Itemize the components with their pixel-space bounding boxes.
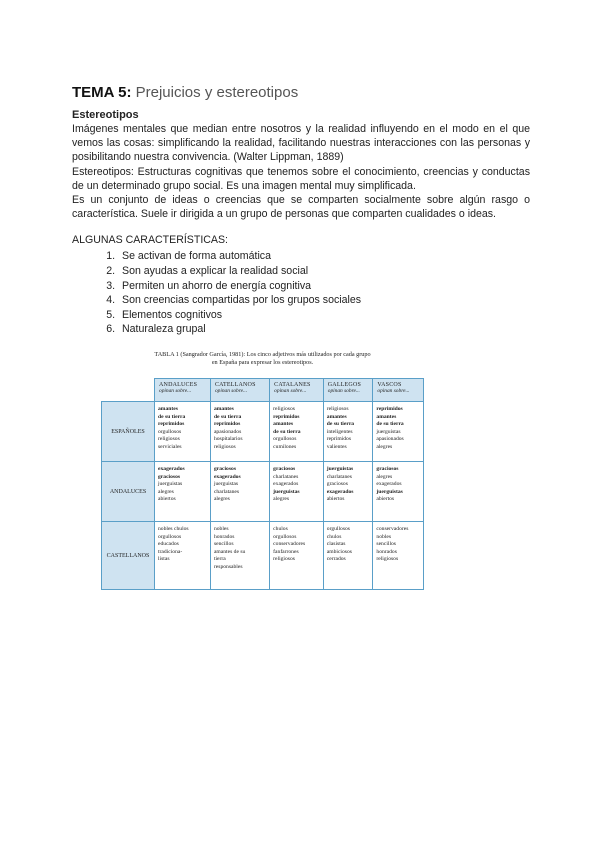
adjective: juerguistas <box>326 466 354 472</box>
adjective: religiosos <box>376 556 399 563</box>
table-corner <box>102 379 155 402</box>
adjective: abiertos <box>376 496 395 503</box>
page-title <box>72 84 530 102</box>
adjective: charlatanes <box>213 488 240 495</box>
adjective: exagerados <box>273 481 299 488</box>
adjective: tierra <box>213 556 226 563</box>
adjective: religiosos <box>326 406 349 412</box>
adjective: reprimidos <box>273 413 300 420</box>
column-header <box>373 379 424 402</box>
adjective: alegres <box>273 496 290 503</box>
adjective: nobles <box>213 526 229 532</box>
adjective: juerguistas <box>376 488 403 495</box>
paragraph-3: Es un conjunto de ideas o creencias que se comparten socialmente sobre algún rasgo o característica. Suele ir dirigida a un grupo de personas que comparten cualidades o ideas. <box>72 194 530 221</box>
adjective: religiosos <box>213 443 236 450</box>
section-heading: Estereotipos <box>72 109 139 121</box>
adjective: sencillos <box>376 541 396 548</box>
column-subtitle: opinan sobre... <box>159 388 192 394</box>
adjective: amantes <box>158 406 178 412</box>
list-item: 4. Son creencias compartidas por los grupos sociales <box>118 293 530 308</box>
adjective: inteligentes <box>326 428 353 435</box>
table-cell <box>323 522 373 590</box>
table-cell <box>270 402 324 462</box>
paragraph-2: Estereotipos: Estructuras cognitivas que tenemos sobre el conocimiento, creencias y conductas de un determinado grupo social. Es una imagen mental muy simplificada. <box>72 165 530 192</box>
caption-line: TABLA 1 (Sangrador García, 1981): Los cinco adjetivos más utilizados por cada grupo <box>154 351 371 358</box>
adjective: fanfarrones <box>273 548 299 555</box>
list-item: 1. Se activan de forma automática <box>118 249 530 264</box>
list-item: 6. Naturaleza grupal <box>118 322 530 337</box>
adjective: orgullosos <box>273 533 297 540</box>
characteristics-heading: ALGUNAS CARACTERÍSTICAS: <box>72 234 228 247</box>
column-subtitle: opinan sobre... <box>214 388 248 394</box>
adjective: reprimidos <box>376 406 403 412</box>
paragraph-1: Imágenes mentales que median entre nosotros y la realidad influyendo en el modo en el que vemos las cosas: simplificando la realidad, facilitando nuestras interacciones con las personas y posibilitando nuestra convivencia. (Walter Lippman, 1889) <box>72 123 530 164</box>
adjective: apasionados <box>376 436 404 443</box>
adjective: cerrados <box>326 556 346 563</box>
adjective: graciosos <box>376 466 399 472</box>
table-row <box>102 522 424 590</box>
adjective: amantes <box>213 406 234 412</box>
adjective: graciosos <box>326 481 348 488</box>
table-caption <box>101 351 424 367</box>
table-cell <box>210 402 269 462</box>
list-item: 5. Elementos cognitivos <box>118 308 530 323</box>
adjective: orgullosos <box>158 533 182 540</box>
adjective: religiosos <box>273 556 295 563</box>
adjective: sencillos <box>213 541 234 548</box>
adjective: juerguistas <box>213 481 239 488</box>
adjective: nobles <box>376 533 391 540</box>
adjective: conservadores <box>376 526 409 532</box>
adjective: chulos <box>273 526 288 532</box>
table-cell <box>155 462 211 522</box>
adjective: religiosos <box>273 406 295 412</box>
document-page <box>72 84 530 337</box>
caption-line: en España para expresar los estereotipos. <box>211 359 314 366</box>
adjective: amantes <box>273 421 294 428</box>
table-cell <box>323 402 373 462</box>
row-header: ANDALUCES <box>102 462 155 522</box>
table-cell <box>210 462 269 522</box>
column-header <box>323 379 373 402</box>
adjective: amantes <box>376 413 397 420</box>
adjective: chulos <box>326 533 342 540</box>
column-subtitle: opinan sobre... <box>377 388 410 394</box>
table-cell <box>270 462 324 522</box>
column-name: CATALANES <box>274 382 311 388</box>
adjective: amantes <box>326 413 347 420</box>
column-header <box>270 379 324 402</box>
adjective: conservadores <box>273 541 306 548</box>
adjective: cumilones <box>273 443 297 450</box>
adjective: religiosos <box>158 436 180 443</box>
adjective: hospitalarios <box>213 436 243 443</box>
table-cell <box>323 462 373 522</box>
adjective: reprimidos <box>213 421 241 428</box>
adjective: juerguistas <box>376 428 401 435</box>
adjective: apasionados <box>213 428 242 435</box>
adjective: clasistas <box>326 541 346 548</box>
adjective: de su tierra <box>213 413 242 420</box>
table-row <box>102 402 424 462</box>
adjective: orgullosos <box>273 436 297 443</box>
list-item: 3. Permiten un ahorro de energía cognitiva <box>118 279 530 294</box>
title-number: TEMA 5: <box>72 84 132 101</box>
list-item: 2. Son ayudas a explicar la realidad social <box>118 264 530 279</box>
adjective: charlatanes <box>273 473 299 480</box>
adjective: listas <box>158 556 170 563</box>
row-header: CASTELLANOS <box>102 522 155 590</box>
stereotype-table <box>101 378 424 590</box>
table-cell <box>373 462 424 522</box>
adjective: orgullosos <box>326 526 350 532</box>
adjective: alegres <box>376 473 393 480</box>
adjective: alegres <box>376 443 393 450</box>
adjective: exagerados <box>376 481 402 488</box>
column-name: GALLEGOS <box>327 382 362 388</box>
adjective: de su tierra <box>273 428 301 435</box>
table-cell <box>373 522 424 590</box>
column-name: ANDALUCES <box>159 382 198 388</box>
adjective: abiertos <box>158 496 176 503</box>
adjective: orgullosos <box>158 428 182 435</box>
table-cell <box>270 522 324 590</box>
adjective: de su tierra <box>326 421 355 428</box>
adjective: charlatanes <box>326 473 352 480</box>
adjective: valientes <box>326 443 347 450</box>
adjective: alegres <box>213 496 230 503</box>
row-header: ESPAÑOLES <box>102 402 155 462</box>
adjective: reprimidos <box>158 421 185 428</box>
column-name: VASCOS <box>377 382 402 388</box>
adjective: ambiciosos <box>326 548 352 555</box>
characteristics-list <box>72 249 530 337</box>
table-row <box>102 462 424 522</box>
adjective: nobles chulos <box>158 526 189 532</box>
title-text: Prejuicios y estereotipos <box>131 84 299 101</box>
table-cell <box>155 402 211 462</box>
adjective: reprimidos <box>326 436 352 443</box>
stereotype-table-figure <box>101 348 424 580</box>
adjective: graciosos <box>158 473 181 480</box>
column-header <box>155 379 211 402</box>
adjective: exagerados <box>158 466 185 472</box>
adjective: educados <box>158 541 179 548</box>
adjective: honrados <box>376 548 397 555</box>
adjective: de su tierra <box>158 413 186 420</box>
adjective: exagerados <box>326 488 354 495</box>
adjective: responsables <box>213 563 243 570</box>
adjective: juerguistas <box>158 481 183 488</box>
adjective: alegres <box>158 488 174 495</box>
adjective: honrados <box>213 533 235 540</box>
table-cell <box>373 402 424 462</box>
adjective: abiertos <box>326 496 345 503</box>
adjective: graciosos <box>213 466 236 472</box>
column-subtitle: opinan sobre... <box>327 388 360 394</box>
column-subtitle: opinan sobre... <box>274 388 307 394</box>
column-header <box>210 379 269 402</box>
adjective: serviciales <box>158 443 182 450</box>
adjective: graciosos <box>273 466 296 472</box>
adjective: tradiciona- <box>158 548 183 555</box>
adjective: de su tierra <box>376 421 404 428</box>
adjective: exagerados <box>213 473 241 480</box>
table-cell <box>210 522 269 590</box>
adjective: amantes de su <box>213 548 246 555</box>
adjective: juerguistas <box>273 488 300 495</box>
column-name: CATELLANOS <box>214 382 256 388</box>
table-cell <box>155 522 211 590</box>
